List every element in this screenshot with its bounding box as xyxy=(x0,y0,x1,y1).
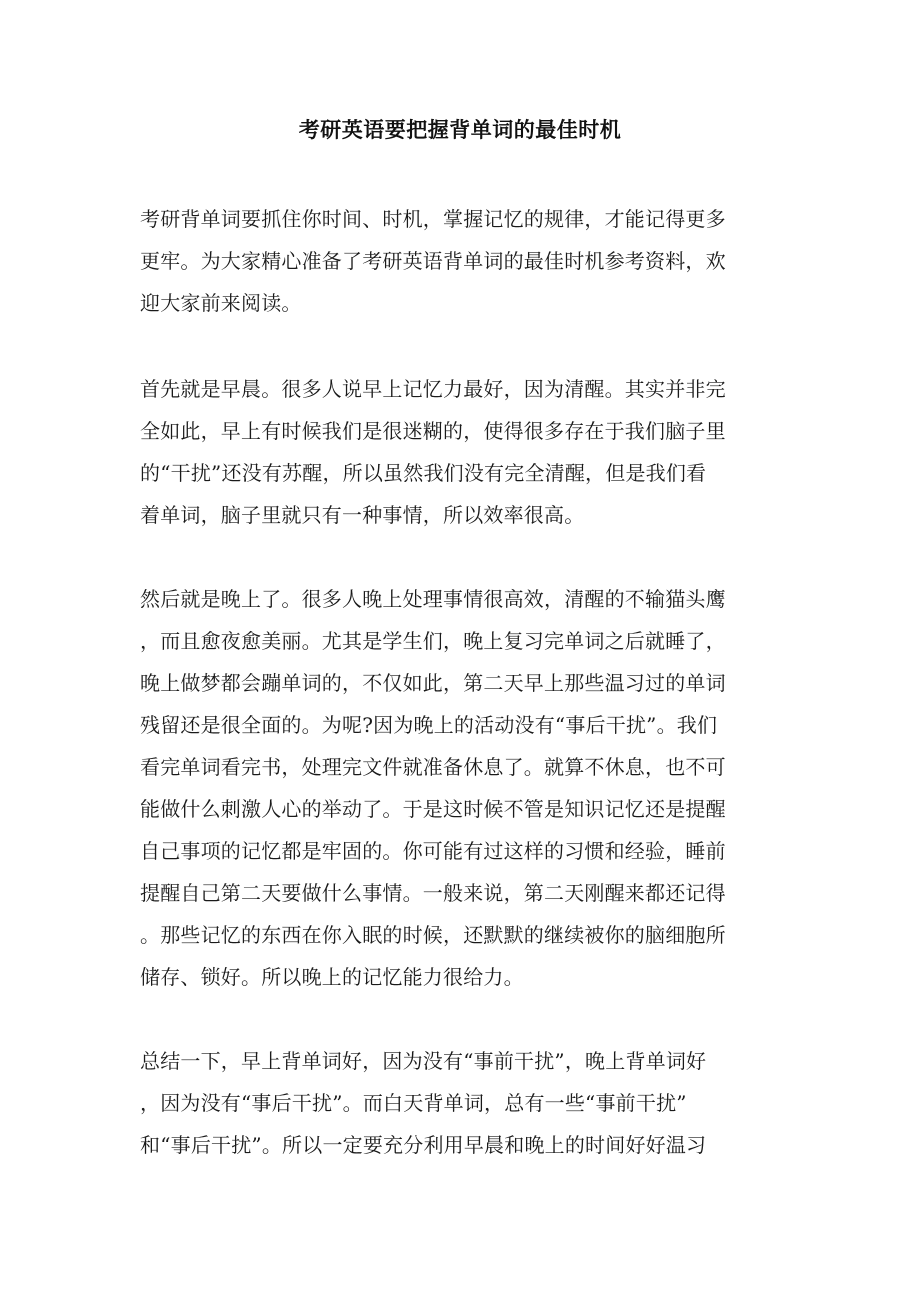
paragraph-2-line-2: 全如此，早上有时候我们是很迷糊的，使得很多存在于我们脑子里 xyxy=(140,419,726,443)
paragraph-1-line-3: 迎大家前来阅读。 xyxy=(140,291,302,315)
paragraph-4-line-3: 和“事后干扰”。所以一定要充分利用早晨和晚上的时间好好温习 xyxy=(140,1133,707,1157)
paragraph-3-line-1: 然后就是晚上了。很多人晚上处理事情很高效，清醒的不输猫头鹰 xyxy=(140,587,726,611)
paragraph-3-line-8: 提醒自己第二天要做什么事情。一般来说，第二天刚醒来都还记得 xyxy=(140,881,726,905)
paragraph-4-line-1: 总结一下，早上背单词好，因为没有“事前干扰”，晚上背单词好 xyxy=(140,1049,707,1073)
paragraph-2-line-1: 首先就是早晨。很多人说早上记忆力最好，因为清醒。其实并非完 xyxy=(140,377,726,401)
paragraph-3-line-2: ，而且愈夜愈美丽。尤其是学生们，晚上复习完单词之后就睡了， xyxy=(140,629,726,653)
paragraph-3-line-7: 自己事项的记忆都是牢固的。你可能有过这样的习惯和经验，睡前 xyxy=(140,839,726,863)
paragraph-1-line-2: 更牢。为大家精心准备了考研英语背单词的最佳时机参考资料，欢 xyxy=(140,249,726,273)
paragraph-3-line-6: 能做什么刺激人心的举动了。于是这时候不管是知识记忆还是提醒 xyxy=(140,797,726,821)
paragraph-2-line-3: 的“干扰”还没有苏醒，所以虽然我们没有完全清醒，但是我们看 xyxy=(140,461,707,485)
paragraph-1-line-1: 考研背单词要抓住你时间、时机，掌握记忆的规律，才能记得更多 xyxy=(140,207,726,231)
document-title: 考研英语要把握背单词的最佳时机 xyxy=(298,117,622,142)
paragraph-3-line-5: 看完单词看完书，处理完文件就准备休息了。就算不休息，也不可 xyxy=(140,755,726,779)
paragraph-2-line-4: 着单词，脑子里就只有一种事情，所以效率很高。 xyxy=(140,503,585,527)
paragraph-3-line-4: 残留还是很全面的。为呢?因为晚上的活动没有“事后干扰”。我们 xyxy=(140,713,718,737)
paragraph-4-line-2: ，因为没有“事后干扰”。而白天背单词，总有一些“事前干扰” xyxy=(140,1091,687,1115)
paragraph-3-line-10: 储存、锁好。所以晚上的记忆能力很给力。 xyxy=(140,965,524,989)
paragraph-3-line-9: 。那些记忆的东西在你入眠的时候，还默默的继续被你的脑细胞所 xyxy=(140,923,726,947)
paragraph-3-line-3: 晚上做梦都会蹦单词的，不仅如此，第二天早上那些温习过的单词 xyxy=(140,671,726,695)
